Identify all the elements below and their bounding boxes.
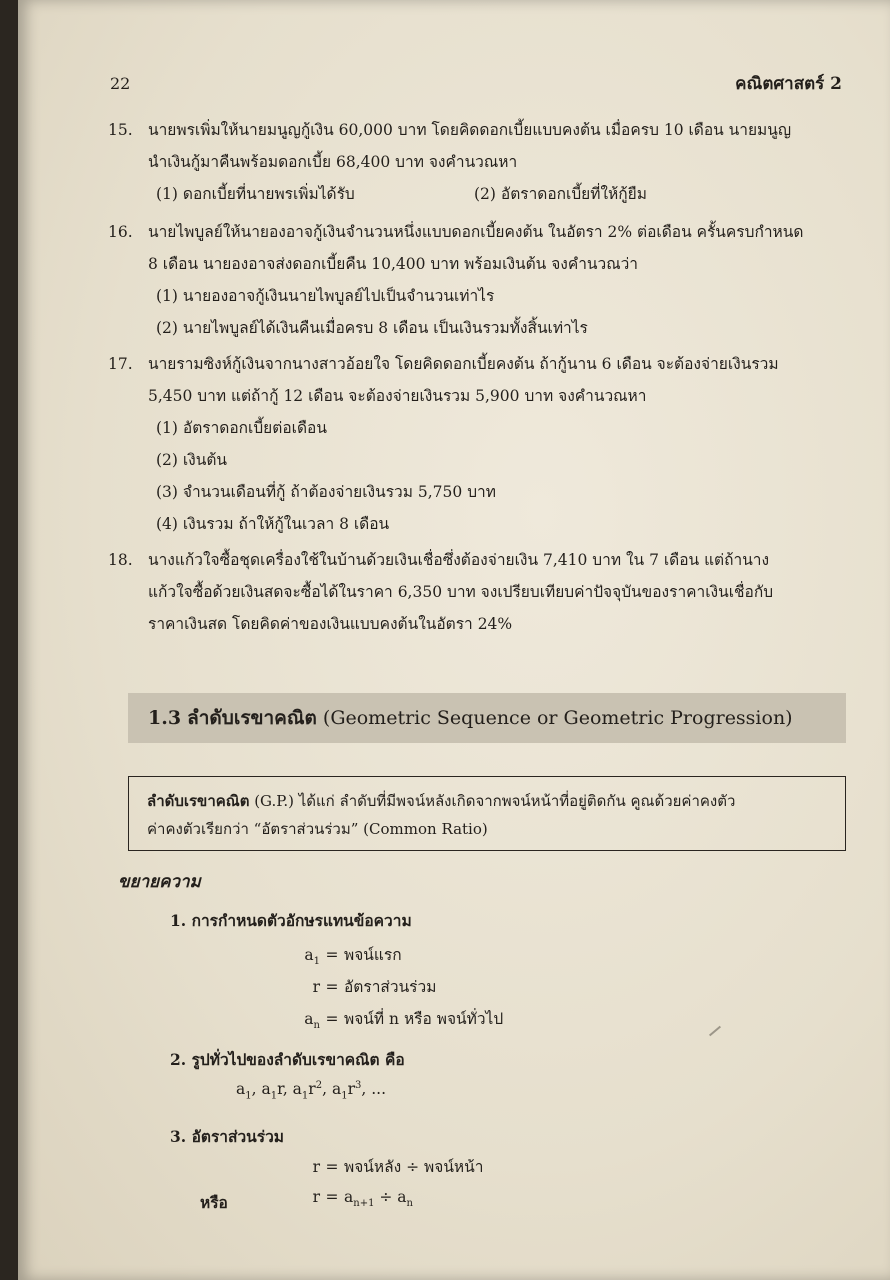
explanation-item-2: 2. รูปทั่วไปของลำดับเรขาคณิต คือ [170,1050,405,1069]
equation-rhs: พจน์หลัง ÷ พจน์หน้า [344,1158,484,1176]
option-1: (1) ดอกเบี้ยที่นายพรเพิ่มได้รับ [156,185,355,203]
equals-sign: = [325,978,339,996]
equation [280,1006,503,1031]
section-heading [128,693,846,743]
problem-number: 15. [108,121,133,139]
problem-line: 5,450 บาท แต่ถ้ากู้ 12 เดือน จะต้องจ่ายเงินรวม 5,900 บาท จงคำนวณหา [148,387,647,405]
page-number: 22 [110,74,131,93]
problem-18 [108,544,868,640]
problem-number: 17. [108,355,133,373]
problem-line: นำเงินกู้มาคืนพร้อมดอกเบี้ย 68,400 บาท จงคำนวณหา [148,153,518,171]
definition-text: ค่าคงตัวเรียกว่า “อัตราส่วนร่วม” (Common Ratio) [147,820,488,838]
definition-term: ลำดับเรขาคณิต [147,792,250,810]
equation [280,974,436,999]
problem-15 [108,114,868,210]
equation [280,942,402,967]
sub-question: (4) เงินรวม ถ้าให้กู้ในเวลา 8 เดือน [156,515,390,533]
problem-17 [108,348,868,540]
option-2: (2) อัตราดอกเบี้ยที่ให้กู้ยืม [474,185,647,203]
problem-number: 18. [108,551,133,569]
equation-lhs: r [312,1158,320,1176]
equation-lhs: $a_n$ [304,1010,320,1032]
equation-rhs: อัตราส่วนร่วม [344,978,437,996]
section-title-english: (Geometric Sequence or Geometric Progression) [322,707,793,729]
equation-rhs: พจน์แรก [344,946,402,964]
explanation-item-1: 1. การกำหนดตัวอักษรแทนข้อความ [170,911,412,930]
problem-line: ราคาเงินสด โดยคิดค่าของเงินแบบคงต้นในอัตรา 24% [148,615,513,633]
problem-16 [108,216,868,344]
equals-sign: = [325,1158,339,1176]
equation-rhs: พจน์ที่ n หรือ พจน์ทั่วไป [344,1010,504,1028]
problem-line: นายรามซิงห์กู้เงินจากนางสาวอ้อยใจ โดยคิดดอกเบี้ยคงต้น ถ้ากู้นาน 6 เดือน จะต้องจ่ายเงินรวม [148,355,779,373]
equals-sign: = [325,1188,339,1206]
definition-box [128,776,846,851]
problem-line: นางแก้วใจซื้อชุดเครื่องใช้ในบ้านด้วยเงินเชื่อซึ่งต้องจ่ายเงิน 7,410 บาท ใน 7 เดือน แต่ถ้านาง [148,551,770,569]
equation-lhs: r [312,1188,320,1206]
equation-rhs: $a_{n+1} \div a_n$ [344,1188,413,1210]
explanation-item-3: 3. อัตราส่วนร่วม [170,1127,284,1146]
equals-sign: = [325,946,339,964]
problem-line: นายพรเพิ่มให้นายมนูญกู้เงิน 60,000 บาท โดยคิดดอกเบี้ยแบบคงต้น เมื่อครบ 10 เดือน นายมนูญ [148,121,792,139]
section-title-thai: ลำดับเรขาคณิต [187,707,317,729]
problem-line: แก้วใจซื้อด้วยเงินสดจะซื้อได้ในราคา 6,350 บาท จงเปรียบเทียบค่าปัจจุบันของราคาเงินเชื่อกับ [148,583,774,601]
general-form-sequence: $a_1$, $a_1r$, $a_1r^2$, $a_1r^3$, ... [236,1080,387,1102]
sub-question: (3) จำนวนเดือนที่กู้ ถ้าต้องจ่ายเงินรวม 5,750 บาท [156,483,496,501]
equation-lhs: $a_1$ [304,946,320,968]
problem-line: 8 เดือน นายองอาจส่งดอกเบี้ยคืน 10,400 บาท พร้อมเงินต้น จงคำนวณว่า [148,255,639,273]
equation [280,1188,413,1209]
problem-number: 16. [108,223,133,241]
sub-question: (1) นายองอาจกู้เงินนายไพบูลย์ไปเป็นจำนวนเท่าไร [156,287,495,305]
equation-lhs: r [312,978,320,996]
problem-line: นายไพบูลย์ให้นายองอาจกู้เงินจำนวนหนึ่งแบบดอกเบี้ยคงต้น ในอัตรา 2% ต่อเดือน ครั้นครบกำหนด [148,223,804,241]
problem-options [108,178,868,210]
section-number: 1.3 [148,707,182,729]
equals-sign: = [325,1010,339,1028]
book-page [18,0,890,1280]
definition-text: (G.P.) ได้แก่ ลำดับที่มีพจน์หลังเกิดจากพจน์หน้าที่อยู่ติดกัน คูณด้วยค่าคงตัว [249,792,736,810]
sub-question: (2) เงินต้น [156,451,228,469]
running-title: คณิตศาสตร์ 2 [735,74,842,94]
pencil-mark [709,1026,721,1037]
or-label: หรือ [200,1193,228,1212]
equation [280,1154,483,1179]
sub-question: (1) อัตราดอกเบี้ยต่อเดือน [156,419,327,437]
explanation-heading: ขยายความ [118,872,201,892]
sub-question: (2) นายไพบูลย์ได้เงินคืนเมื่อครบ 8 เดือน เป็นเงินรวมทั้งสิ้นเท่าไร [156,319,588,337]
